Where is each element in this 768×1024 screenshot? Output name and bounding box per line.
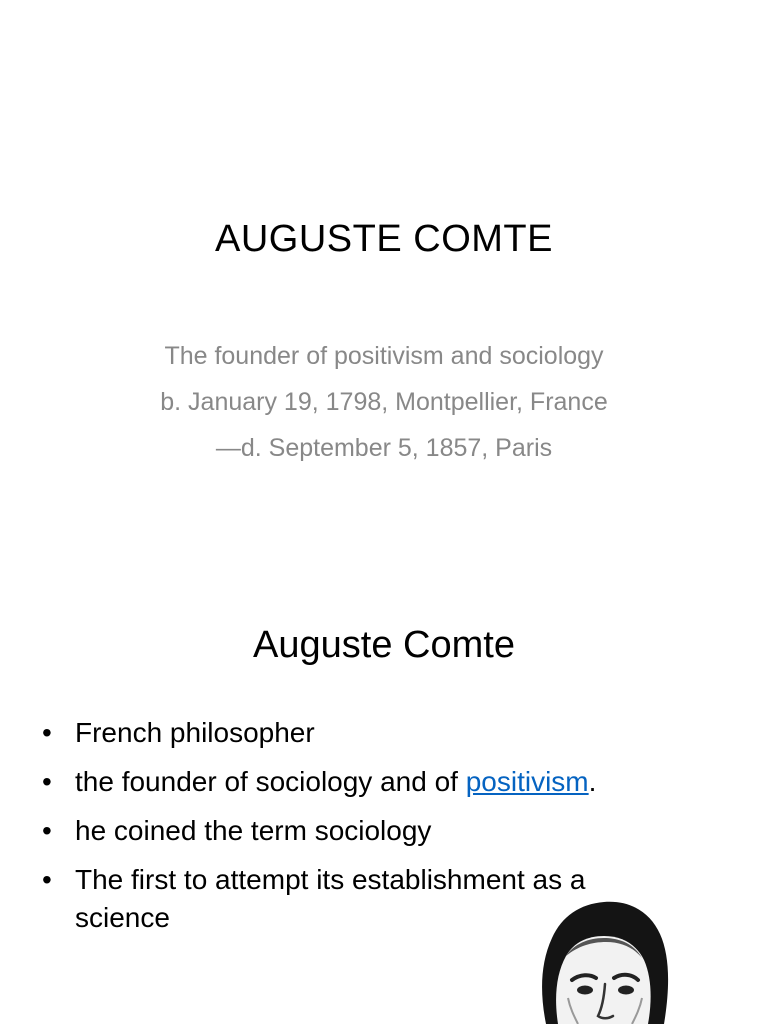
slide-content-heading: Auguste Comte — [253, 624, 515, 666]
slide-subtitle — [0, 333, 768, 471]
subtitle-line-birth: b. January 19, 1798, Montpellier, France — [160, 388, 608, 416]
bullet-text-period: . — [588, 766, 597, 797]
bullet-item — [40, 763, 680, 801]
slide-title-heading: AUGUSTE COMTE — [215, 218, 553, 260]
bullet-text: French philosopher — [75, 717, 315, 748]
bullet-item — [40, 812, 680, 850]
subtitle-line-death: —d. September 5, 1857, Paris — [215, 434, 553, 462]
slide-content — [0, 576, 768, 1024]
subtitle-line-founder: The founder of positivism and sociology — [164, 342, 604, 370]
portrait-image — [518, 898, 694, 1024]
bullet-text: the founder of sociology and of — [75, 766, 466, 797]
bullet-text: The first to attempt its establishment as a science — [75, 864, 586, 933]
bullet-text: he coined the term sociology — [75, 815, 432, 846]
bullet-item — [40, 714, 680, 752]
positivism-link[interactable]: positivism — [465, 766, 589, 797]
